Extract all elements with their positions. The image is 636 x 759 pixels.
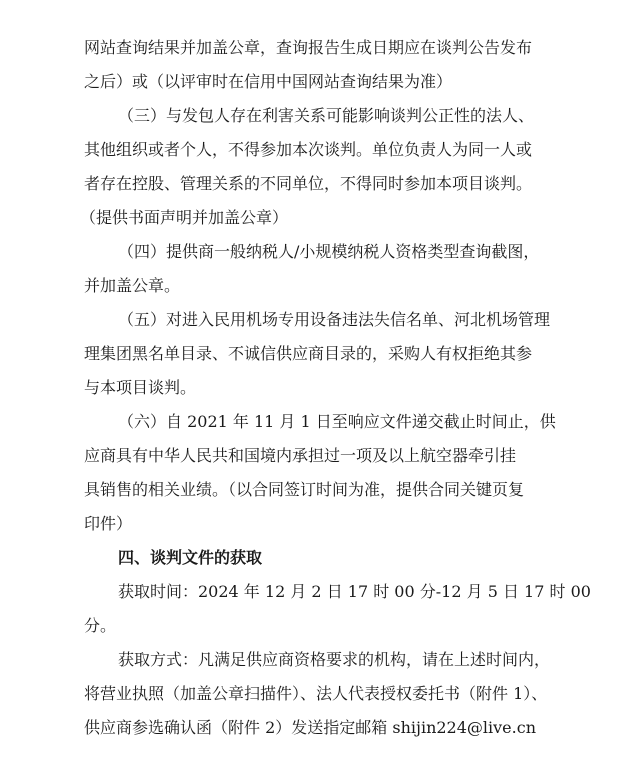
text-line-1: 网站查询结果并加盖公章，查询报告生成日期应在谈判公告发布 xyxy=(84,38,533,57)
text-line-3: （三）与发包人存在利害关系可能影响谈判公正性的法人、 xyxy=(118,106,535,125)
text-line-7: （四）提供商一般纳税人/小规模纳税人资格类型查询截图， xyxy=(118,242,540,261)
text-line-19: 获取方式：凡满足供应商资格要求的机构，请在上述时间内， xyxy=(118,650,551,669)
text-line-21: 供应商参选确认函（附件 2）发送指定邮箱 shijin224@live.cn xyxy=(84,718,537,737)
text-line-5: 者存在控股、管理关系的不同单位，不得同时参加本项目谈判。 xyxy=(84,174,533,193)
text-line-13: 应商具有中华人民共和国境内承担过一项及以上航空器牵引挂 xyxy=(84,446,517,465)
text-line-8: 并加盖公章。 xyxy=(84,276,181,295)
text-line-17: 获取时间：2024 年 12 月 2 日 17 时 00 分-12 月 5 日 17 时 00 xyxy=(118,582,591,601)
text-line-10: 理集团黑名单目录、不诚信供应商目录的，采购人有权拒绝其参 xyxy=(84,344,533,363)
text-line-6: （提供书面声明并加盖公章） xyxy=(80,208,289,227)
text-line-12: （六）自 2021 年 11 月 1 日至响应文件递交截止时间止，供 xyxy=(118,412,556,431)
text-line-18: 分。 xyxy=(84,616,117,635)
text-line-11: 与本项目谈判。 xyxy=(84,378,197,397)
text-line-14: 具销售的相关业绩。（以合同签订时间为准，提供合同关键页复 xyxy=(84,480,525,499)
text-line-9: （五）对进入民用机场专用设备违法失信名单、河北机场管理 xyxy=(118,310,551,329)
section-heading: 四、谈判文件的获取 xyxy=(118,548,263,567)
text-line-4: 其他组织或者个人，不得参加本次谈判。单位负责人为同一人或 xyxy=(84,140,533,159)
text-line-20: 将营业执照（加盖公章扫描件）、法人代表授权委托书（附件 1）、 xyxy=(84,684,548,703)
text-line-15: 印件） xyxy=(84,514,133,533)
text-line-2: 之后）或（以评审时在信用中国网站查询结果为准） xyxy=(84,72,453,91)
